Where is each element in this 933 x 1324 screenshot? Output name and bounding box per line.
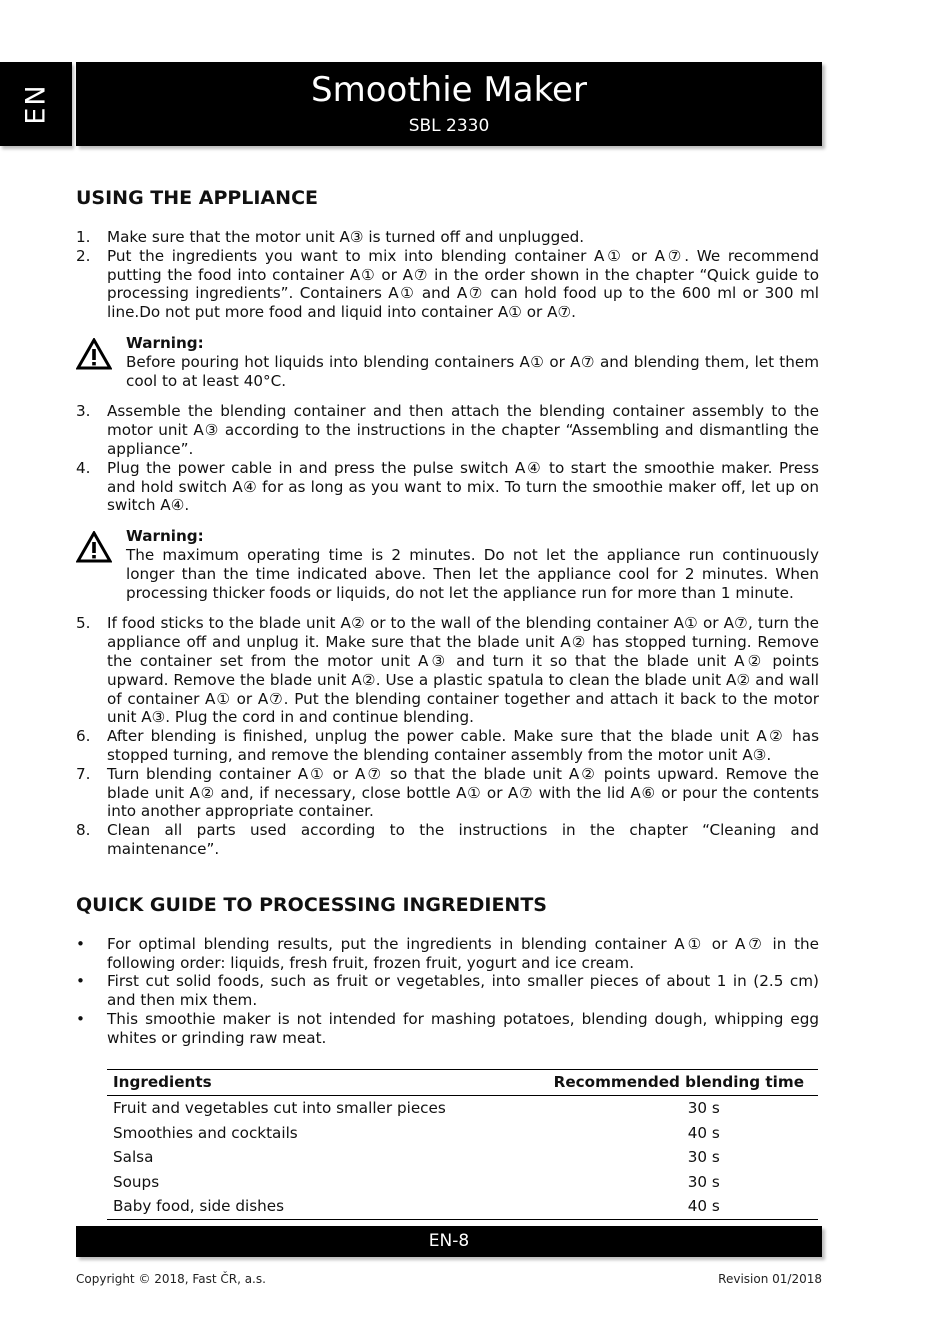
list-item xyxy=(76,459,819,515)
ingredient-cell: Fruit and vegetables cut into smaller pieces xyxy=(113,1099,446,1118)
page-number: EN-8 xyxy=(428,1231,470,1251)
step-text: If food sticks to the blade unit A② or to the wall of the blending container A① or A⑦, turn the appliance off and unplug it. Make sure that the blade unit A② has stopped turning. Remove the container set from the motor unit A③ and turn it so that the blade unit A② points upward. Remove the blade unit A②. Use a plastic spatula to clean the blade unit A② and wall of container A① or A⑦. Put the blending container together and attach it back to the motor unit A③. Plug the cord in and continue blending. xyxy=(107,614,819,727)
step-text: Clean all parts used according to the instructions in the chapter “Cleaning and maintenance”. xyxy=(107,821,819,858)
list-item xyxy=(76,727,819,765)
list-item xyxy=(76,935,819,973)
time-cell: 40 s xyxy=(506,1194,818,1219)
warning-block xyxy=(76,334,819,390)
bullet-text: For optimal blending results, put the ingredients in blending container A① or A⑦ in the following order: liquids, fresh fruit, frozen fruit, yogurt and ice cream. xyxy=(107,934,819,972)
table-header-row xyxy=(107,1070,818,1096)
page-number-bar xyxy=(76,1226,822,1257)
language-label: EN xyxy=(20,83,52,125)
list-item xyxy=(76,614,819,727)
revision-text: Revision 01/2018 xyxy=(718,1272,822,1286)
list-item xyxy=(76,402,819,458)
bullet-text: This smoothie maker is not intended for mashing potatoes, blending dough, whipping egg whites or grinding raw meat. xyxy=(107,1009,819,1047)
step-number: 6. xyxy=(76,727,91,746)
list-item xyxy=(76,247,819,322)
ingredient-cell: Salsa xyxy=(113,1148,154,1167)
time-cell: 40 s xyxy=(687,1123,720,1142)
warning-block xyxy=(76,527,819,602)
title-banner xyxy=(76,62,822,146)
bullet: • xyxy=(76,972,85,991)
warning-triangle-icon xyxy=(76,531,112,563)
step-number: 1. xyxy=(76,228,91,246)
page-title: Smoothie Maker xyxy=(311,70,587,110)
list-item xyxy=(76,821,819,859)
step-number: 3. xyxy=(76,402,91,421)
section-heading: USING THE APPLIANCE xyxy=(76,187,319,209)
step-text: Put the ingredients you want to mix into blending container A① or A⑦. We recommend putting the food into container A① or A⑦ in the order shown in the chapter “Quick guide to processing ingredients”. Containers A① and A⑦ can hold food up to the 600 ml or 300 ml line.Do not put more food and liquid into container A① or A⑦. xyxy=(107,246,819,322)
table-row xyxy=(107,1096,818,1121)
step-text: Make sure that the motor unit A③ is turned off and unplugged. xyxy=(107,228,585,246)
steps-list xyxy=(76,614,819,858)
list-item xyxy=(76,1010,819,1048)
language-tab xyxy=(0,62,72,146)
blending-time-table xyxy=(107,1069,818,1220)
step-number: 2. xyxy=(76,246,91,265)
list-item xyxy=(76,765,819,821)
step-number: 4. xyxy=(76,458,91,477)
warning-title: Warning: xyxy=(126,333,204,352)
table-row xyxy=(107,1121,818,1146)
step-text: After blending is finished, unplug the power cable. Make sure that the blade unit A② has stopped turning, and remove the blending container assembly from the motor unit A③. xyxy=(107,727,819,764)
bullet: • xyxy=(76,1009,85,1028)
step-number: 5. xyxy=(76,614,91,633)
column-header-time: Recommended blending time xyxy=(506,1070,818,1096)
column-header-ingredients: Ingredients xyxy=(107,1070,506,1096)
step-text: Assemble the blending container and then attach the blending container assembly to the motor unit A③ according to the instructions in the chapter “Assembling and dismantling the appliance”. xyxy=(107,402,819,458)
ingredient-cell: Baby food, side dishes xyxy=(107,1194,506,1219)
steps-list xyxy=(76,228,819,322)
step-number: 7. xyxy=(76,764,91,783)
warning-text: Before pouring hot liquids into blending containers A① or A⑦ and blending them, let them cool to at least 40°C. xyxy=(126,352,819,390)
ingredient-cell: Soups xyxy=(113,1172,160,1191)
time-cell: 30 s xyxy=(687,1172,720,1191)
table-row xyxy=(107,1145,818,1170)
list-item xyxy=(76,972,819,1010)
step-text: Turn blending container A① or A⑦ so that the blade unit A② points upward. Remove the blade unit A② and, if necessary, close bottle A① or A⑦ with the lid A⑥ or pour the contents into another appropriate container. xyxy=(107,764,819,821)
bullet: • xyxy=(76,934,85,953)
step-text: Plug the power cable in and press the pulse switch A④ to start the smoothie maker. Press and hold switch A④ for as long as you want to mix. To turn the smoothie maker off, let up on switch A④. xyxy=(107,458,819,515)
copyright-text: Copyright © 2018, Fast ČR, a.s. xyxy=(76,1272,266,1286)
section-quick-guide xyxy=(76,893,819,1220)
warning-text: The maximum operating time is 2 minutes. Do not let the appliance run continuously longer than the time indicated above. Then let the appliance cool for 2 minutes. When processing thicker foods or liquids, do not let the appliance run for more than 1 minute. xyxy=(126,545,819,602)
warning-triangle-icon xyxy=(76,338,112,370)
time-cell: 30 s xyxy=(687,1148,720,1167)
model-number: SBL 2330 xyxy=(408,116,490,136)
bullet-text: First cut solid foods, such as fruit or vegetables, into smaller pieces of about 1 in (2.5 cm) and then mix them. xyxy=(107,972,819,1010)
section-heading: QUICK GUIDE TO PROCESSING INGREDIENTS xyxy=(76,893,547,916)
ingredient-cell: Smoothies and cocktails xyxy=(113,1123,298,1142)
bullet-list xyxy=(76,935,819,1048)
document-body xyxy=(76,186,819,1220)
table-row xyxy=(107,1170,818,1195)
table-row xyxy=(107,1194,818,1219)
step-number: 8. xyxy=(76,821,91,840)
list-item xyxy=(76,228,819,247)
warning-title: Warning: xyxy=(126,527,204,546)
time-cell: 30 s xyxy=(687,1099,720,1118)
steps-list xyxy=(76,402,819,515)
section-using-appliance xyxy=(76,186,819,859)
